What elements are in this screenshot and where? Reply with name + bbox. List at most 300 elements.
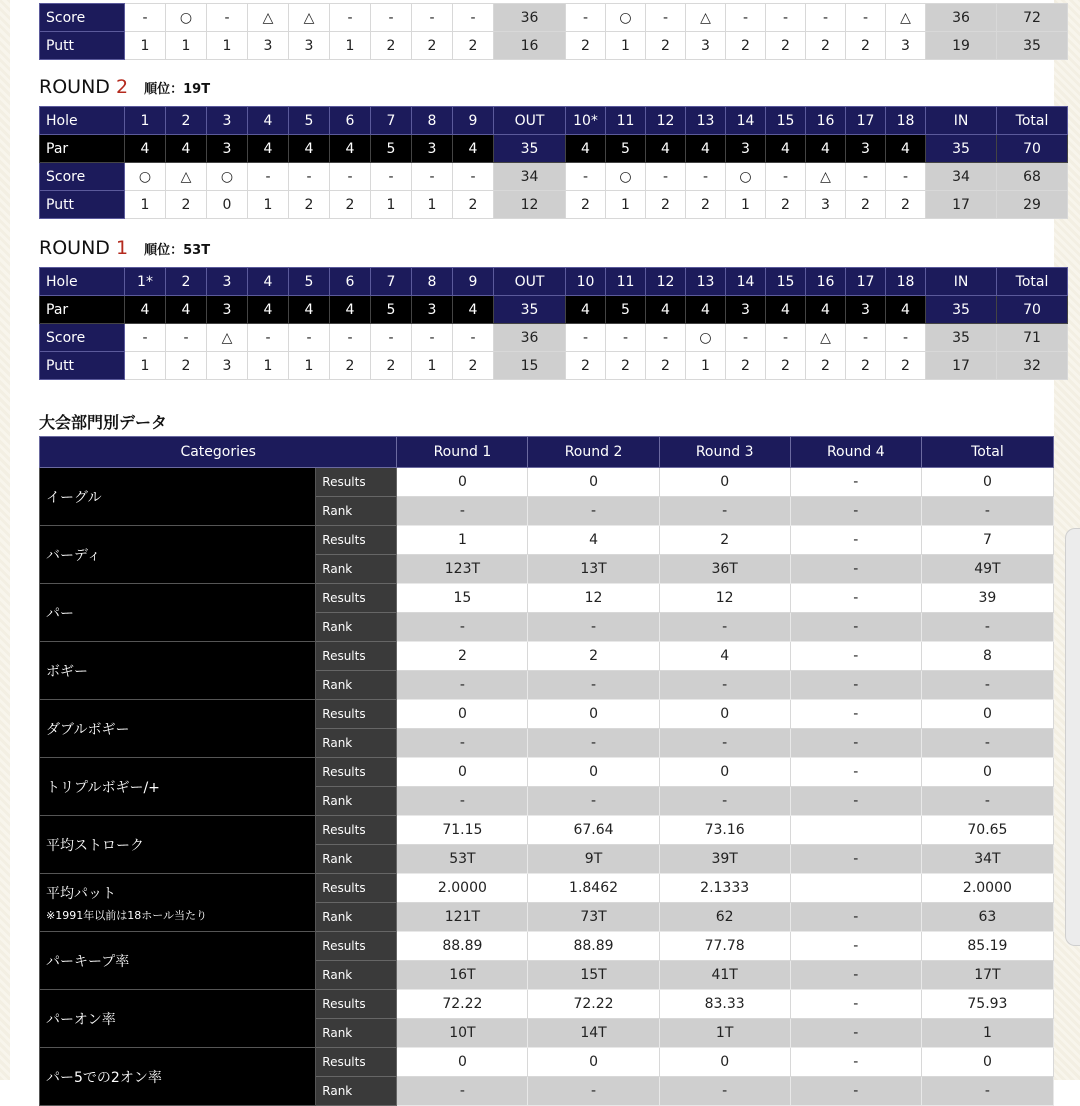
stats-rank-value: - — [659, 497, 790, 526]
putt-subtotal-cell: 32 — [997, 352, 1068, 380]
par-cell: 5 — [606, 296, 646, 324]
stats-rank-value: - — [790, 497, 921, 526]
par-cell: 4 — [806, 296, 846, 324]
par-cell: 4 — [686, 135, 726, 163]
stats-section-title: 大会部門別データ — [39, 413, 168, 432]
round1-rank: 順位：53T — [144, 243, 211, 258]
hole-label: Hole — [40, 107, 125, 135]
stats-result-value: 75.93 — [921, 990, 1053, 1019]
results-label: Results — [316, 816, 397, 845]
putt-cell: 1 — [289, 352, 330, 380]
stats-result-value: - — [790, 990, 921, 1019]
putt-row — [40, 191, 1068, 219]
score-cell: △ — [886, 4, 926, 32]
stats-rank-value: - — [790, 671, 921, 700]
hole-cell: 4 — [248, 107, 289, 135]
par-cell: 4 — [453, 296, 494, 324]
score-cell: - — [806, 4, 846, 32]
stats-result-value: 2.0000 — [921, 874, 1053, 903]
stats-results-row — [40, 526, 1054, 555]
stats-rank-value: - — [397, 1077, 528, 1106]
stats-rank-value: - — [790, 845, 921, 874]
stats-rank-value: - — [790, 1077, 921, 1106]
putt-cell: 2 — [766, 32, 806, 60]
score-cell: - — [886, 163, 926, 191]
stats-result-value: - — [790, 642, 921, 671]
hole-cell: 8 — [412, 107, 453, 135]
hole-cell: 15 — [766, 107, 806, 135]
score-cell: - — [453, 4, 494, 32]
putt-cell: 1 — [412, 191, 453, 219]
hole-subtotal-cell: OUT — [494, 107, 566, 135]
stats-rank-value: - — [397, 787, 528, 816]
round1-title-prefix: ROUND — [39, 237, 110, 259]
par-cell: 4 — [886, 296, 926, 324]
putt-label: Putt — [40, 352, 125, 380]
stats-result-value: 88.89 — [528, 932, 659, 961]
score-cell: - — [566, 4, 606, 32]
stats-result-value: 70.65 — [921, 816, 1053, 845]
putt-cell: 2 — [766, 352, 806, 380]
score-row — [40, 324, 1068, 352]
stats-result-value: 0 — [397, 700, 528, 729]
putt-cell: 2 — [766, 191, 806, 219]
stats-results-row — [40, 874, 1054, 903]
putt-cell: 2 — [726, 32, 766, 60]
stats-results-row — [40, 990, 1054, 1019]
stats-rank-value: - — [528, 729, 659, 758]
par-label: Par — [40, 135, 125, 163]
stats-result-value — [790, 816, 921, 845]
par-cell: 4 — [125, 135, 166, 163]
results-label: Results — [316, 990, 397, 1019]
putt-cell: 1 — [371, 191, 412, 219]
hole-row — [40, 268, 1068, 296]
hole-cell: 12 — [646, 107, 686, 135]
stats-result-value: 0 — [659, 758, 790, 787]
score-cell: ○ — [125, 163, 166, 191]
par-cell: 4 — [330, 135, 371, 163]
stats-rank-value: - — [528, 613, 659, 642]
stats-rank-value: 39T — [659, 845, 790, 874]
hole-cell: 9 — [453, 107, 494, 135]
putt-cell: 2 — [886, 191, 926, 219]
hole-cell: 18 — [886, 107, 926, 135]
stats-rank-value: 123T — [397, 555, 528, 584]
stats-result-value: 4 — [528, 526, 659, 555]
putt-cell: 2 — [371, 32, 412, 60]
stats-rank-value: - — [921, 1077, 1053, 1106]
putt-cell: 2 — [412, 32, 453, 60]
score-cell: - — [646, 324, 686, 352]
putt-cell: 2 — [453, 191, 494, 219]
putt-cell: 1 — [248, 352, 289, 380]
hole-cell: 10 — [566, 268, 606, 296]
putt-subtotal-cell: 16 — [494, 32, 566, 60]
stats-rank-value: 53T — [397, 845, 528, 874]
par-cell: 5 — [371, 135, 412, 163]
par-subtotal-cell: 70 — [997, 296, 1068, 324]
score-subtotal-cell: 34 — [926, 163, 997, 191]
hole-cell: 12 — [646, 268, 686, 296]
stats-rank-value: - — [528, 787, 659, 816]
score-cell: - — [566, 324, 606, 352]
hole-cell: 5 — [289, 268, 330, 296]
par-cell: 4 — [566, 296, 606, 324]
stats-rank-value: - — [921, 671, 1053, 700]
stats-result-value: 2.1333 — [659, 874, 790, 903]
stats-category-name — [40, 816, 316, 874]
results-label: Results — [316, 642, 397, 671]
score-cell: - — [566, 163, 606, 191]
rank-label: Rank — [316, 497, 397, 526]
hole-cell: 9 — [453, 268, 494, 296]
rank-label: Rank — [316, 1019, 397, 1048]
stats-rank-value: - — [921, 787, 1053, 816]
score-cell: - — [412, 4, 453, 32]
stats-rank-value: - — [921, 497, 1053, 526]
stats-results-row — [40, 816, 1054, 845]
score-subtotal-cell: 68 — [997, 163, 1068, 191]
stats-result-value: 1 — [397, 526, 528, 555]
par-cell: 4 — [248, 296, 289, 324]
score-cell: - — [686, 163, 726, 191]
putt-cell: 2 — [646, 191, 686, 219]
rank-label: Rank — [316, 729, 397, 758]
stats-results-row — [40, 1048, 1054, 1077]
hole-cell: 6 — [330, 107, 371, 135]
scrollbar-handle[interactable] — [1065, 528, 1080, 946]
putt-cell: 2 — [646, 32, 686, 60]
stats-result-value: 1.8462 — [528, 874, 659, 903]
score-cell: - — [371, 4, 412, 32]
score-cell: - — [453, 163, 494, 191]
hole-cell: 7 — [371, 107, 412, 135]
stats-result-value: - — [790, 468, 921, 497]
rank-label: Rank — [316, 961, 397, 990]
stats-header-cell: Categories — [40, 437, 397, 468]
par-cell: 3 — [412, 135, 453, 163]
stats-category-label: ダブルボギー — [46, 721, 130, 738]
score-cell: △ — [289, 4, 330, 32]
score-cell: - — [289, 163, 330, 191]
rank-label: Rank — [316, 787, 397, 816]
stats-result-value: - — [790, 700, 921, 729]
stats-rank-value: 73T — [528, 903, 659, 932]
stats-result-value: 72.22 — [397, 990, 528, 1019]
stats-result-value: 7 — [921, 526, 1053, 555]
stats-rank-value: 34T — [921, 845, 1053, 874]
par-cell: 4 — [166, 135, 207, 163]
hole-cell: 1 — [125, 107, 166, 135]
score-cell: ○ — [166, 4, 207, 32]
stats-rank-value: 16T — [397, 961, 528, 990]
hole-cell: 8 — [412, 268, 453, 296]
score-subtotal-cell: 71 — [997, 324, 1068, 352]
putt-cell: 1 — [207, 32, 248, 60]
results-label: Results — [316, 932, 397, 961]
score-cell: - — [846, 4, 886, 32]
putt-cell: 2 — [846, 352, 886, 380]
par-cell: 4 — [566, 135, 606, 163]
stats-category-label: 平均ストローク — [46, 837, 144, 854]
par-cell: 5 — [371, 296, 412, 324]
hole-cell: 3 — [207, 107, 248, 135]
par-row — [40, 296, 1068, 324]
stats-result-value: 0 — [921, 468, 1053, 497]
par-cell: 4 — [289, 135, 330, 163]
hole-cell: 17 — [846, 268, 886, 296]
score-cell: - — [207, 4, 248, 32]
putt-subtotal-cell: 35 — [997, 32, 1068, 60]
stats-result-value: - — [790, 584, 921, 613]
hole-cell: 2 — [166, 268, 207, 296]
stats-result-value: 0 — [659, 700, 790, 729]
putt-cell: 3 — [289, 32, 330, 60]
stats-rank-value: - — [921, 729, 1053, 758]
score-subtotal-cell: 36 — [926, 4, 997, 32]
stats-result-value: 39 — [921, 584, 1053, 613]
stats-results-row — [40, 468, 1054, 497]
round2-number: 2 — [115, 76, 129, 98]
stats-rank-value: 62 — [659, 903, 790, 932]
par-cell: 4 — [646, 135, 686, 163]
stats-rank-value: 49T — [921, 555, 1053, 584]
stats-results-row — [40, 584, 1054, 613]
stats-result-value: 83.33 — [659, 990, 790, 1019]
score-cell: - — [646, 4, 686, 32]
hole-cell: 18 — [886, 268, 926, 296]
par-cell: 3 — [726, 296, 766, 324]
stats-result-value: 0 — [921, 700, 1053, 729]
stats-category-label: パーオン率 — [46, 1011, 116, 1028]
stats-result-value: 0 — [397, 468, 528, 497]
hole-row — [40, 107, 1068, 135]
stats-category-name — [40, 932, 316, 990]
par-cell: 4 — [125, 296, 166, 324]
par-cell: 4 — [646, 296, 686, 324]
score-cell: ○ — [207, 163, 248, 191]
par-cell: 4 — [289, 296, 330, 324]
stats-result-value: - — [790, 932, 921, 961]
rank-label: Rank — [316, 613, 397, 642]
putt-cell: 2 — [806, 32, 846, 60]
putt-cell: 3 — [886, 32, 926, 60]
stats-category-name — [40, 526, 316, 584]
score-cell: ○ — [726, 163, 766, 191]
stats-rank-value: 9T — [528, 845, 659, 874]
stats-result-value: 15 — [397, 584, 528, 613]
putt-cell: 2 — [166, 352, 207, 380]
stats-rank-value: - — [397, 497, 528, 526]
putt-cell: 3 — [686, 32, 726, 60]
stats-rank-value: - — [659, 1077, 790, 1106]
stats-category-name — [40, 468, 316, 526]
stats-category-label: イーグル — [46, 489, 102, 506]
score-cell: - — [846, 163, 886, 191]
score-cell: △ — [806, 163, 846, 191]
stats-header-cell: Round 1 — [397, 437, 528, 468]
stats-result-value: 0 — [659, 1048, 790, 1077]
par-cell: 3 — [726, 135, 766, 163]
stats-rank-value: 1 — [921, 1019, 1053, 1048]
putt-subtotal-cell: 15 — [494, 352, 566, 380]
score-subtotal-cell: 72 — [997, 4, 1068, 32]
hole-cell: 1* — [125, 268, 166, 296]
score-cell: - — [726, 324, 766, 352]
stats-category-name — [40, 990, 316, 1048]
hole-cell: 14 — [726, 268, 766, 296]
hole-label: Hole — [40, 268, 125, 296]
par-cell: 4 — [248, 135, 289, 163]
stats-result-value: 0 — [528, 700, 659, 729]
putt-cell: 2 — [606, 352, 646, 380]
score-label: Score — [40, 163, 125, 191]
score-cell: - — [766, 163, 806, 191]
par-cell: 3 — [846, 135, 886, 163]
stats-result-value: 2 — [397, 642, 528, 671]
score-subtotal-cell: 35 — [926, 324, 997, 352]
putt-cell: 2 — [289, 191, 330, 219]
putt-cell: 0 — [207, 191, 248, 219]
putt-cell: 2 — [726, 352, 766, 380]
hole-cell: 6 — [330, 268, 371, 296]
score-cell: - — [248, 324, 289, 352]
stats-rank-value: 13T — [528, 555, 659, 584]
stats-result-value: 0 — [397, 758, 528, 787]
stats-rank-value: - — [790, 1019, 921, 1048]
stats-rank-value: - — [397, 729, 528, 758]
stats-rank-value: - — [790, 613, 921, 642]
rank-label: Rank — [316, 555, 397, 584]
rank-label: Rank — [316, 1077, 397, 1106]
putt-cell: 1 — [248, 191, 289, 219]
stats-category-name — [40, 642, 316, 700]
stats-results-row — [40, 932, 1054, 961]
putt-cell: 3 — [207, 352, 248, 380]
stats-results-row — [40, 642, 1054, 671]
score-cell: - — [726, 4, 766, 32]
hole-cell: 4 — [248, 268, 289, 296]
hole-cell: 16 — [806, 107, 846, 135]
results-label: Results — [316, 1048, 397, 1077]
stats-result-value: 0 — [528, 468, 659, 497]
stats-rank-value: - — [528, 1077, 659, 1106]
putt-cell: 2 — [846, 32, 886, 60]
par-label: Par — [40, 296, 125, 324]
putt-cell: 1 — [166, 32, 207, 60]
putt-cell: 1 — [125, 32, 166, 60]
score-cell: △ — [686, 4, 726, 32]
par-cell: 4 — [766, 296, 806, 324]
par-cell: 4 — [166, 296, 207, 324]
stats-result-value — [790, 874, 921, 903]
stats-result-value: 2.0000 — [397, 874, 528, 903]
score-cell: △ — [207, 324, 248, 352]
score-cell: - — [606, 324, 646, 352]
rank-label: Rank — [316, 671, 397, 700]
score-cell: △ — [248, 4, 289, 32]
score-cell: - — [766, 4, 806, 32]
score-cell: △ — [806, 324, 846, 352]
stats-rank-value: - — [790, 787, 921, 816]
par-cell: 3 — [207, 296, 248, 324]
hole-subtotal-cell: IN — [926, 107, 997, 135]
par-cell: 4 — [886, 135, 926, 163]
putt-label: Putt — [40, 191, 125, 219]
stats-rank-value: 121T — [397, 903, 528, 932]
stats-result-value: 0 — [921, 758, 1053, 787]
stats-result-value: 12 — [528, 584, 659, 613]
putt-cell: 2 — [166, 191, 207, 219]
stats-result-value: 0 — [397, 1048, 528, 1077]
score-cell: △ — [166, 163, 207, 191]
putt-cell: 1 — [606, 191, 646, 219]
stats-rank-value: - — [790, 729, 921, 758]
putt-cell: 1 — [330, 32, 371, 60]
stats-result-value: 73.16 — [659, 816, 790, 845]
stats-header-cell: Round 4 — [790, 437, 921, 468]
stats-rank-value: 36T — [659, 555, 790, 584]
stats-category-label: バーディ — [46, 547, 101, 564]
stats-category-label: トリプルボギー/+ — [46, 779, 160, 796]
putt-row — [40, 352, 1068, 380]
stats-rank-value: - — [397, 671, 528, 700]
hole-cell: 16 — [806, 268, 846, 296]
stats-category-label: 平均パット — [46, 885, 116, 902]
hole-cell: 13 — [686, 268, 726, 296]
stats-rank-value: 14T — [528, 1019, 659, 1048]
putt-cell: 2 — [566, 352, 606, 380]
score-cell: - — [330, 163, 371, 191]
stats-rank-value: - — [528, 671, 659, 700]
stats-result-value: - — [790, 758, 921, 787]
putt-cell: 2 — [566, 191, 606, 219]
score-cell: - — [125, 4, 166, 32]
stats-rank-value: - — [790, 555, 921, 584]
results-label: Results — [316, 758, 397, 787]
round1-number: 1 — [115, 237, 129, 259]
stats-rank-value: - — [659, 729, 790, 758]
stats-result-value: 4 — [659, 642, 790, 671]
putt-cell: 1 — [125, 191, 166, 219]
par-cell: 5 — [606, 135, 646, 163]
par-subtotal-cell: 70 — [997, 135, 1068, 163]
stats-rank-value: - — [528, 497, 659, 526]
stats-result-value: - — [790, 526, 921, 555]
score-cell: - — [166, 324, 207, 352]
putt-cell: 2 — [330, 191, 371, 219]
rank-label: Rank — [316, 845, 397, 874]
stats-result-value: 67.64 — [528, 816, 659, 845]
stats-rank-value: 10T — [397, 1019, 528, 1048]
putt-cell: 2 — [886, 352, 926, 380]
putt-cell: 3 — [248, 32, 289, 60]
score-cell: - — [371, 324, 412, 352]
stats-rank-value: - — [397, 613, 528, 642]
score-cell: ○ — [686, 324, 726, 352]
hole-cell: 17 — [846, 107, 886, 135]
score-cell: - — [248, 163, 289, 191]
stats-result-value: 12 — [659, 584, 790, 613]
round2-scorecard — [39, 106, 1068, 219]
putt-cell: 1 — [726, 191, 766, 219]
hole-cell: 10* — [566, 107, 606, 135]
putt-subtotal-cell: 17 — [926, 352, 997, 380]
stats-result-value: 85.19 — [921, 932, 1053, 961]
score-cell: - — [412, 163, 453, 191]
rank-label: Rank — [316, 903, 397, 932]
